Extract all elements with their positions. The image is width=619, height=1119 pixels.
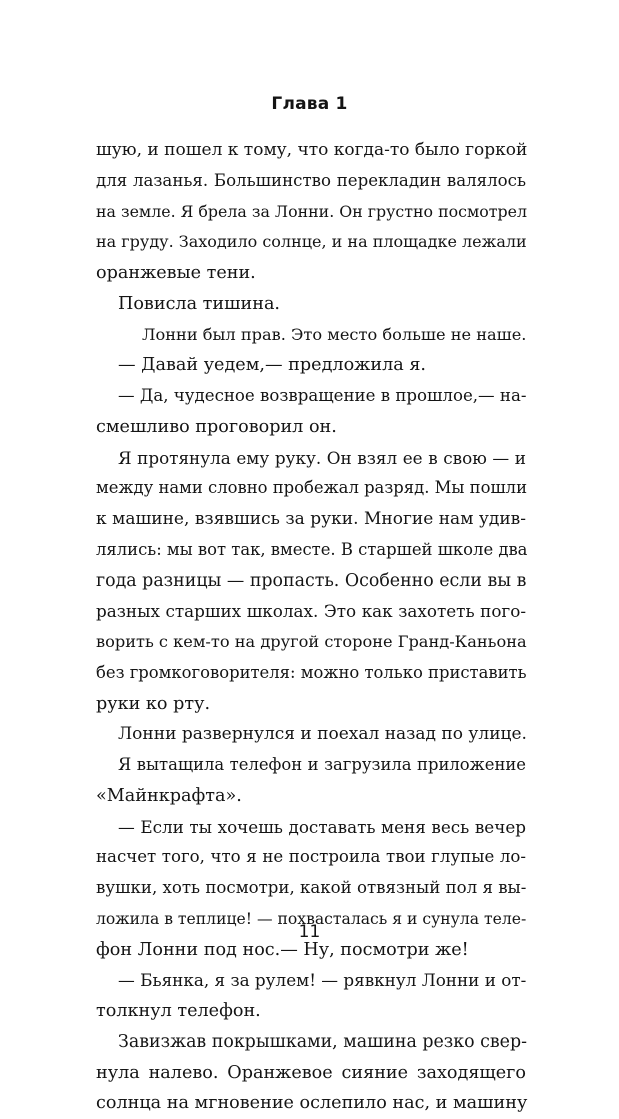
text-line: лялись: мы вот так, вместе. В старшей школе два — [96, 539, 528, 559]
text-line: на груду. Заходило солнце, и на площадке лежали — [96, 232, 527, 252]
text-line: солнца на мгновение ослепило нас, и машину — [96, 1093, 528, 1114]
text-line: без громкоговорителя: можно только приставить — [96, 662, 527, 682]
text-line: между нами словно пробежал разряд. Мы пошли — [96, 478, 528, 498]
text-line: смешливо проговорил он. — [96, 416, 337, 437]
text-line: к машине, взявшись за руки. Многие нам удив- — [96, 509, 526, 529]
text-line: руки ко рту. — [96, 693, 211, 714]
text-line: ворить с кем-то на другой стороне Гранд-Каньона — [96, 632, 527, 651]
text-line: года разницы — пропасть. Особенно если вы в — [96, 570, 527, 591]
text-line: оранжевые тени. — [96, 263, 256, 283]
chapter-heading: Глава 1 — [271, 94, 348, 114]
text-line: — Если ты хочешь доставать меня весь вечер — [118, 816, 526, 837]
body-text — [96, 135, 526, 1119]
text-line: — Да, чудесное возвращение в прошлое,— на- — [118, 386, 527, 405]
text-line: Я протянула ему руку. Он взял ее в свою — и — [118, 447, 526, 468]
text-line: толкнул телефон. — [96, 1001, 261, 1021]
text-line: насчет того, что я не построила твои глупые ло- — [96, 847, 526, 867]
text-line: шую, и пошел к тому, что когда-то было горкой — [96, 140, 528, 160]
text-line: нула налево. Оранжевое сияние заходящего — [96, 1062, 526, 1083]
text-line: Я вытащила телефон и загрузила приложение — [118, 755, 526, 774]
text-line: — Давай уедем,— предложила я. — [118, 355, 427, 376]
text-line: ложила в теплице! — похвасталась я и сунула теле- — [96, 909, 527, 928]
text-line: Повисла тишина. — [118, 293, 281, 314]
text-line: — Бьянка, я за рулем! — рявкнул Лонни и от- — [118, 970, 527, 991]
text-line: фон Лонни под нос.— Ну, посмотри же! — [96, 939, 469, 960]
text-line: Завизжав покрышками, машина резко свер- — [118, 1031, 527, 1052]
text-line: разных старших школах. Это как захотеть пого- — [96, 601, 526, 622]
page-number: 11 — [298, 922, 321, 942]
text-line: на земле. Я брела за Лонни. Он грустно посмотрел — [96, 201, 527, 221]
text-line: для лазанья. Большинство перекладин валялось — [96, 170, 526, 190]
text-line: вушки, хоть посмотри, какой отвязный пол я вы- — [96, 878, 527, 897]
text-line: «Майнкрафта». — [96, 785, 242, 806]
text-line: Лонни развернулся и поехал назад по улице. — [118, 724, 527, 745]
text-line: Лонни был прав. Это место больше не наше. — [142, 324, 527, 344]
